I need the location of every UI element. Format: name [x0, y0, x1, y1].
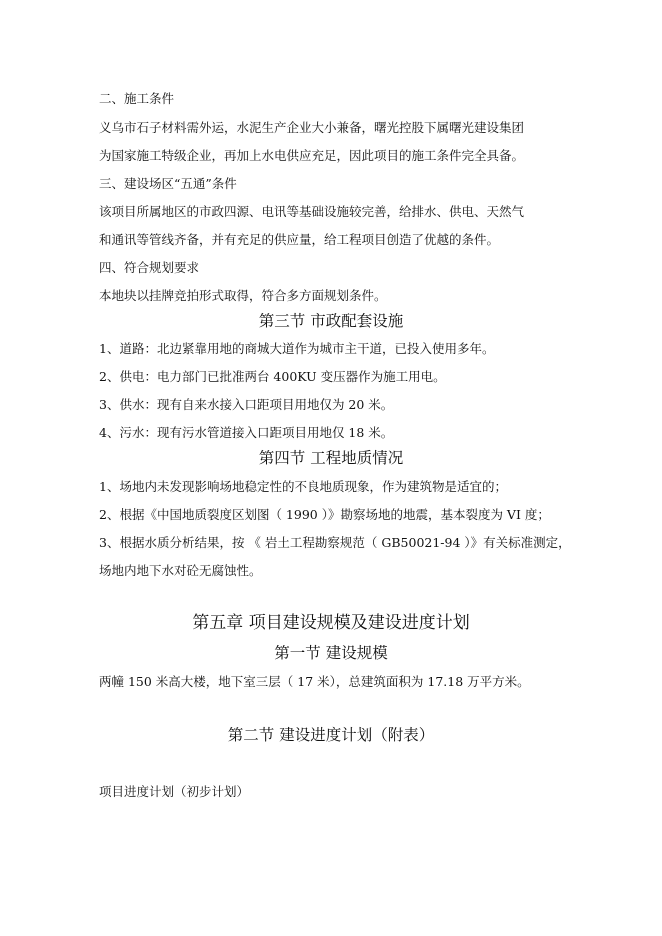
construction-scale-text: 两幢 150 米高大楼，地下室三层（ 17 米），总建筑面积为 17.18 万平方米。 — [99, 674, 530, 689]
construction-paragraph-line-2: 为国家施工特级企业，再加上水电供应充足，因此项目的施工条件完全具备。 — [99, 148, 525, 163]
section-4-item-water-conclusion: 场地内地下水对砼无腐蚀性。 — [99, 563, 262, 578]
section-4-item-water-analysis: 3、根据水质分析结果，按 《 岩土工程勘察规范（ GB50021-94 ）》有关标准测定， — [99, 535, 571, 550]
schedule-caption: 项目进度计划（初步计划） — [99, 784, 250, 799]
section-4-title: 第四节 工程地质情况 — [258, 449, 404, 467]
section-3-item-power: 2、供电：电力部门已批准两台 400KU 变压器作为施工用电。 — [99, 369, 446, 384]
section-4-item-seismic: 2、根据《中国地质裂度区划图（ 1990 ）》勘察场地的地震，基本裂度为 VI 度； — [99, 507, 550, 522]
utilities-heading: 三、建设场区“五通”条件 — [99, 176, 237, 191]
planning-heading: 四、符合规划要求 — [99, 260, 200, 275]
chapter-5-section-1-title: 第一节 建设规模 — [274, 644, 388, 662]
section-3-item-road: 1、道路：北边紧靠用地的商城大道作为城市主干道，已投入使用多年。 — [99, 341, 495, 356]
construction-paragraph-line-1: 义乌市石子材料需外运，水泥生产企业大小兼备，曙光控股下属曙光建设集团 — [99, 120, 525, 135]
utilities-paragraph-line-1: 该项目所属地区的市政四源、电讯等基础设施较完善，给排水、供电、天然气 — [99, 204, 525, 219]
section-3-item-sewage: 4、污水：现有污水管道接入口距项目用地仅 18 米。 — [99, 425, 394, 440]
utilities-paragraph-line-2: 和通讯等管线齐备，并有充足的供应量，给工程项目创造了优越的条件。 — [99, 232, 500, 247]
section-4-item-stability: 1、场地内未发现影响场地稳定性的不良地质现象，作为建筑物是适宜的； — [99, 479, 507, 494]
planning-paragraph: 本地块以挂牌竞拍形式取得，符合多方面规划条件。 — [99, 288, 387, 303]
chapter-5-section-2-title: 第二节 建设进度计划（附表） — [227, 726, 435, 744]
chapter-5-title: 第五章 项目建设规模及建设进度计划 — [192, 613, 470, 633]
section-3-title: 第三节 市政配套设施 — [258, 312, 404, 330]
section-3-item-water: 3、供水：现有自来水接入口距项目用地仅为 20 米。 — [99, 397, 394, 412]
construction-heading: 二、施工条件 — [99, 91, 175, 106]
